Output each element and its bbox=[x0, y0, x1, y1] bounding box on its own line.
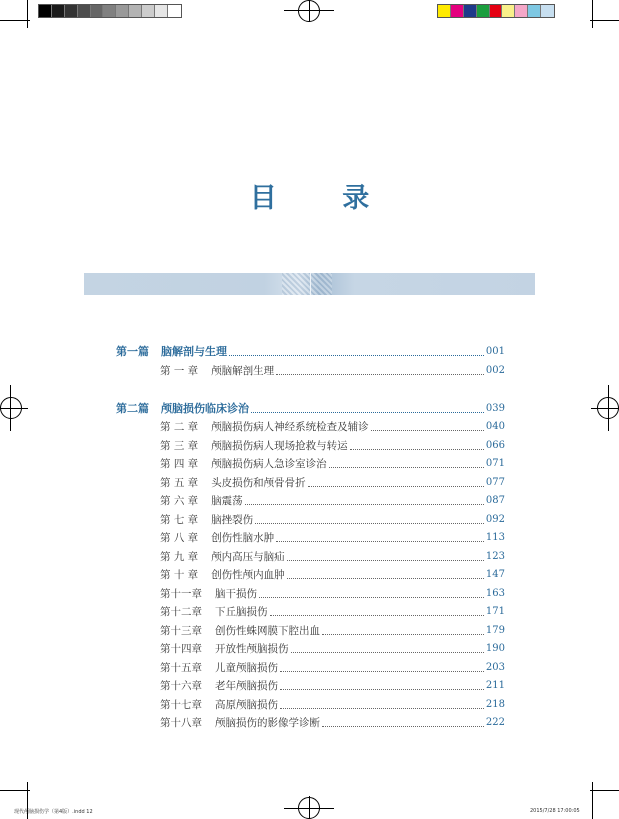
toc-entry-number: 第 四 章 bbox=[160, 458, 199, 470]
toc-chapter-entry[interactable] bbox=[160, 713, 505, 730]
toc-leader-dots bbox=[350, 449, 484, 450]
toc-chapter-entry[interactable] bbox=[160, 528, 505, 545]
cmyk-swatch bbox=[451, 5, 464, 17]
cmyk-swatch bbox=[490, 5, 503, 17]
toc-chapter-entry[interactable] bbox=[160, 565, 505, 582]
registration-mark-right-v bbox=[608, 385, 609, 431]
registration-mark-top-v bbox=[309, 0, 310, 22]
decorative-band-divider bbox=[310, 273, 311, 295]
toc-entry-number: 第二篇 bbox=[116, 401, 149, 415]
toc-chapter-entry[interactable] bbox=[160, 491, 505, 508]
toc-chapter-entry[interactable] bbox=[160, 436, 505, 453]
toc-chapter-entry[interactable] bbox=[160, 621, 505, 638]
cmyk-color-bar bbox=[437, 4, 555, 18]
gray-swatch bbox=[142, 5, 155, 17]
toc-leader-dots bbox=[251, 412, 484, 413]
toc-entry-number: 第十三章 bbox=[160, 624, 202, 637]
toc-entry-title: 创伤性蛛网膜下腔出血 bbox=[215, 624, 320, 637]
toc-leader-dots bbox=[229, 355, 484, 356]
registration-mark-bottom-v bbox=[309, 796, 310, 819]
cmyk-swatch bbox=[464, 5, 477, 17]
toc-chapter-entry[interactable] bbox=[160, 547, 505, 564]
toc-page-number: 039 bbox=[485, 402, 505, 414]
toc-entry-title: 脑解剖与生理 bbox=[161, 345, 227, 358]
registration-mark-left-h bbox=[0, 408, 28, 409]
toc-chapter-entry[interactable] bbox=[160, 584, 505, 601]
toc-entry-title: 颅脑损伤病人急诊室诊治 bbox=[211, 458, 327, 470]
toc-page-number: 171 bbox=[485, 606, 505, 617]
toc-leader-dots bbox=[329, 467, 484, 468]
toc-page-number: 077 bbox=[485, 476, 505, 488]
toc-entry-title: 老年颅脑损伤 bbox=[215, 680, 278, 692]
toc-entry-title: 颅内高压与脑疝 bbox=[211, 550, 285, 563]
toc-leader-dots bbox=[280, 708, 484, 709]
toc-leader-dots bbox=[280, 671, 484, 672]
toc-chapter-entry[interactable] bbox=[160, 602, 505, 619]
toc-leader-dots bbox=[276, 541, 484, 542]
toc-page-number: 113 bbox=[485, 532, 505, 543]
toc-entry-number: 第 六 章 bbox=[160, 495, 199, 507]
toc-entry-title: 颅脑损伤病人神经系统检查及辅诊 bbox=[211, 421, 369, 433]
toc-page-number: 123 bbox=[485, 550, 505, 562]
crop-mark-bottom-right-h bbox=[590, 790, 619, 791]
toc-entry-title: 下丘脑损伤 bbox=[215, 606, 268, 618]
toc-page-number: 211 bbox=[485, 680, 505, 691]
toc-entry-title: 儿童颅脑损伤 bbox=[215, 661, 278, 674]
toc-entry-number: 第 八 章 bbox=[160, 532, 199, 544]
toc-leader-dots bbox=[287, 560, 484, 561]
toc-entry-number: 第 十 章 bbox=[160, 569, 199, 581]
toc-leader-dots bbox=[276, 374, 484, 375]
toc-page-number: 190 bbox=[485, 643, 505, 654]
gray-swatch bbox=[129, 5, 142, 17]
toc-chapter-entry[interactable] bbox=[160, 473, 505, 490]
cmyk-swatch bbox=[528, 5, 541, 17]
gray-swatch bbox=[65, 5, 78, 17]
footer-timestamp: 2015/7/28 17:00:05 bbox=[530, 808, 580, 814]
toc-entry-title: 脑干损伤 bbox=[215, 587, 257, 600]
toc-entry-number: 第十七章 bbox=[160, 698, 202, 711]
toc-chapter-entry[interactable] bbox=[160, 695, 505, 712]
toc-entry-title: 创伤性颅内血肿 bbox=[211, 569, 285, 581]
toc-leader-dots bbox=[280, 689, 484, 690]
toc-entry-number: 第 九 章 bbox=[160, 550, 199, 563]
registration-mark-right-h bbox=[591, 408, 619, 409]
toc-chapter-entry[interactable] bbox=[160, 417, 505, 434]
crop-mark-top-left-v bbox=[27, 0, 28, 28]
toc-leader-dots bbox=[255, 523, 484, 524]
toc-leader-dots bbox=[371, 430, 484, 431]
toc-entry-number: 第十一章 bbox=[160, 587, 202, 600]
toc-page-number: 002 bbox=[485, 364, 505, 376]
toc-entry-title: 颅脑解剖生理 bbox=[211, 364, 275, 377]
toc-chapter-entry[interactable] bbox=[160, 361, 505, 378]
gray-swatch bbox=[116, 5, 129, 17]
toc-page-number: 071 bbox=[485, 458, 505, 469]
gray-swatch bbox=[52, 5, 65, 17]
toc-entry-number: 第十六章 bbox=[160, 680, 202, 692]
toc-entry-title: 开放性颅脑损伤 bbox=[215, 643, 289, 655]
toc-chapter-entry[interactable] bbox=[160, 639, 505, 656]
toc-leader-dots bbox=[270, 615, 484, 616]
registration-mark-left-v bbox=[10, 385, 11, 431]
toc-entry-title: 脑震荡 bbox=[211, 495, 243, 507]
toc-page-number: 222 bbox=[485, 717, 505, 728]
cmyk-swatch bbox=[515, 5, 528, 17]
toc-page-number: 218 bbox=[485, 698, 505, 710]
toc-entry-number: 第十二章 bbox=[160, 606, 202, 618]
toc-page-number: 066 bbox=[485, 439, 505, 451]
crop-mark-top-right-v bbox=[592, 0, 593, 28]
crop-mark-top-left-h bbox=[0, 20, 30, 21]
toc-entry-title: 高原颅脑损伤 bbox=[215, 698, 278, 711]
toc-entry-title: 脑挫裂伤 bbox=[211, 513, 254, 526]
crop-mark-bottom-left-h bbox=[0, 790, 30, 791]
gray-swatch bbox=[155, 5, 168, 17]
cmyk-swatch bbox=[502, 5, 515, 17]
toc-chapter-entry[interactable] bbox=[160, 510, 505, 527]
toc-leader-dots bbox=[322, 634, 484, 635]
gray-swatch bbox=[91, 5, 104, 17]
toc-leader-dots bbox=[287, 578, 484, 579]
toc-page-number: 147 bbox=[485, 569, 505, 580]
toc-entry-number: 第 三 章 bbox=[160, 439, 199, 452]
toc-entry-number: 第十八章 bbox=[160, 717, 202, 729]
cmyk-swatch bbox=[477, 5, 490, 17]
toc-chapter-entry[interactable] bbox=[160, 454, 505, 471]
toc-page-number: 087 bbox=[485, 495, 505, 506]
cmyk-swatch bbox=[541, 5, 554, 17]
toc-leader-dots bbox=[308, 486, 484, 487]
page-title: 目 录 bbox=[249, 183, 398, 214]
gray-swatch bbox=[78, 5, 91, 17]
crop-mark-top-right-h bbox=[590, 20, 619, 21]
grayscale-color-bar bbox=[38, 4, 182, 18]
toc-leader-dots bbox=[322, 726, 484, 727]
gray-swatch bbox=[39, 5, 52, 17]
toc-entry-number: 第 二 章 bbox=[160, 421, 199, 433]
toc-entry-number: 第 一 章 bbox=[160, 364, 199, 377]
toc-entry-number: 第十五章 bbox=[160, 661, 202, 674]
toc-part-entry[interactable] bbox=[116, 342, 505, 359]
toc-page-number: 163 bbox=[485, 587, 505, 599]
toc-entry-number: 第十四章 bbox=[160, 643, 202, 655]
toc-entry-number: 第 七 章 bbox=[160, 513, 199, 526]
toc-page-number: 179 bbox=[485, 624, 505, 636]
toc-entry-number: 第 五 章 bbox=[160, 476, 199, 489]
toc-leader-dots bbox=[245, 504, 484, 505]
crop-mark-bottom-right-v bbox=[592, 782, 593, 819]
toc-page-number: 001 bbox=[485, 346, 505, 357]
toc-leader-dots bbox=[291, 652, 484, 653]
footer-file-name: 现代颅脑损伤学（第4版）.indd 12 bbox=[14, 809, 93, 815]
gray-swatch bbox=[103, 5, 116, 17]
toc-leader-dots bbox=[259, 597, 484, 598]
toc-page-number: 040 bbox=[485, 421, 505, 432]
toc-entry-title: 颅脑损伤病人现场抢救与转运 bbox=[211, 439, 348, 452]
toc-entry-title: 颅脑损伤的影像学诊断 bbox=[215, 717, 320, 729]
decorative-band-texture bbox=[282, 273, 332, 295]
toc-entry-number: 第一篇 bbox=[116, 345, 149, 358]
toc-page-number: 203 bbox=[485, 661, 505, 673]
toc-page-number: 092 bbox=[485, 513, 505, 525]
toc-entry-title: 创伤性脑水肿 bbox=[211, 532, 275, 544]
gray-swatch bbox=[168, 5, 181, 17]
toc-part-entry[interactable] bbox=[116, 399, 505, 416]
toc-chapter-entry[interactable] bbox=[160, 658, 505, 675]
cmyk-swatch bbox=[438, 5, 451, 17]
toc-entry-title: 头皮损伤和颅骨骨折 bbox=[211, 476, 306, 489]
toc-entry-title: 颅脑损伤临床诊治 bbox=[161, 401, 249, 415]
toc-chapter-entry[interactable] bbox=[160, 676, 505, 693]
